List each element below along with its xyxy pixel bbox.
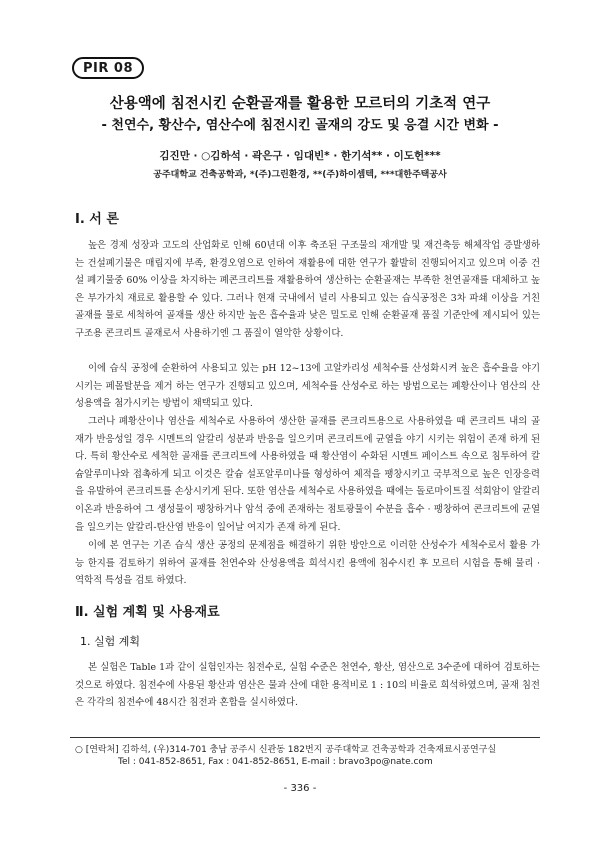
section-heading-introduction: Ⅰ. 서 론 [75,212,119,227]
author-list: 김진만 · ○김하석 · 곽은구 · 임대빈* · 한기석** · 이도헌*** [159,150,441,162]
paper-subtitle: - 천연수, 황산수, 염산수에 침전시킨 골재의 강도 및 응결 시간 변화 - [101,118,499,133]
page-number: - 336 - [283,783,317,794]
intro-paragraph-1: 높은 경제 성장과 고도의 산업화로 인해 60년대 이후 축조된 구조물의 재개발 및 재건축등 해체작업 증발생하는 건설폐기물은 매립지에 부족, 환경오염으로 인하여 재활용에 대한 연구가 활발히 진행되어지고 있으며 이중 건설 폐기물중 60% 이상을 차지하는 폐콘크리트를 재활용하여 생산하는 순환골재는 부족한 천연골재를 대체하고 높은 부가가치 재료로 활용할 수 있다. 그러나 현재 국내에서 널리 사용되고 있는 습식공정은 3차 파쇄 이상을 거친 골재를 물로 세척하여 골재를 생산 하지만 높은 흡수율과 낮은 밀도로 인해 순환골재 품질 기준안에 제시되어 있는 구조용 콘크리트 골재로서 사용하기엔 그 품질이 열악한 상황이다. [75,240,540,339]
subsection-heading-plan: 1. 실험 계획 [80,635,140,648]
paper-title: 산용액에 침전시킨 순환골재를 활용한 모르터의 기초적 연구 [109,96,491,112]
affiliation-list: 공주대학교 건축공학과, *(주)그린환경, **(주)하이셈텍, ***대한주택공사 [153,170,447,180]
footnote-contact: ○ [연락처] 김하석, (우)314-701 충남 공주시 신관동 182번지 공주대학교 건축공학과 건축재료시공연구실 [75,745,497,755]
intro-paragraph-3: 그러나 폐황산이나 염산을 세척수로 사용하여 생산한 골재를 콘크리트용으로 사용하였을 때 콘크리트 내의 골재가 반응성일 경우 시멘트의 알칼리 성분과 반응을 일으키며 콘크리트에 균열을 야기 시키는 위험이 존재 하게 된다. 특히 황산수로 세척한 골재를 콘크리트에 사용하였을 때 황산염이 수화된 시멘트 페이스트 속으로 침투하여 칼슘알루미나와 접촉하게 되고 이것은 칼슘 설포알루미나를 형성하여 체적을 팽창시키고 국부적으로 높은 인장응력을 유발하여 콘크리트를 손상시키게 된다. 또한 염산을 세척수로 사용하였을 때에는 돌로마이트질 석회암이 알칼리 이온과 반응하여 그 생성물이 팽창하거나 암석 중에 존재하는 점토광물이 수분을 흡수 · 팽창하여 콘크리트에 균열을 일으키는 알칼리-탄산염 반응이 일어날 여지가 존재 하게 된다. [75,416,540,533]
intro-paragraph-4: 이에 본 연구는 기존 습식 생산 공정의 문제점을 해결하기 위한 방안으로 이러한 산성수가 세척수로서 활용 가능 한지를 검토하기 위하여 골재를 천연수와 산성용액을 희석시킨 용액에 침수시킨 후 모르터 시험을 통해 물리 · 역학적 특성을 검토 하였다. [75,540,540,587]
plan-paragraph: 본 실험은 Table 1과 같이 실험인자는 침전수로, 실험 수준은 천연수, 황산, 염산으로 3수준에 대하여 검토하는 것으로 하였다. 침전수에 사용된 황산과 염산은 물과 산에 대한 용적비로 1 : 10의 비율로 희석하였으며, 골재 침전은 각각의 침전수에 48시간 침전과 혼합을 실시하였다. [75,662,540,709]
intro-paragraph-2: 이에 습식 공정에 순환하여 사용되고 있는 pH 12~13에 고알카리성 세척수를 산성화시켜 높은 흡수율을 야기 시키는 페몰탈분을 제거 하는 연구가 진행되고 있으며, 세척수를 산성수로 하는 방법으로는 폐황산이나 염산의 산성용액을 첨가시키는 방법이 채택되고 있다. [75,363,540,410]
footnote-divider [70,737,540,738]
session-badge: PIR 08 [72,57,144,79]
section-heading-experiment: Ⅱ. 실험 계획 및 사용재료 [75,605,220,620]
footnote-phone-email: Tel : 041-852-8651, Fax : 041-852-8651, E-mail : bravo3po@nate.com [118,757,433,767]
